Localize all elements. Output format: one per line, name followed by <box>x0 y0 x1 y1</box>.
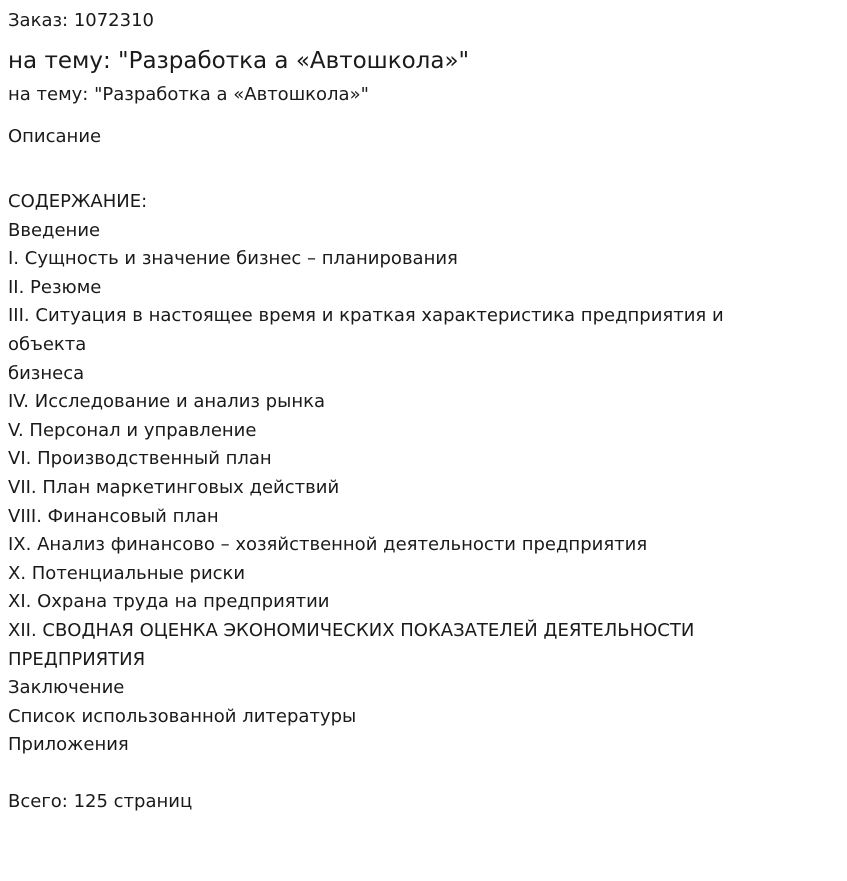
toc-item: бизнеса <box>8 362 85 384</box>
toc-item: III. Ситуация в настоящее время и краткая характеристика предприятия и объекта <box>8 305 724 355</box>
toc-item: Список использованной литературы <box>8 705 357 727</box>
toc-item: XII. СВОДНАЯ ОЦЕНКА ЭКОНОМИЧЕСКИХ ПОКАЗАТЕЛЕЙ ДЕЯТЕЛЬНОСТИ ПРЕДПРИЯТИЯ <box>8 619 695 670</box>
toc-item: X. Потенциальные риски <box>8 562 246 584</box>
total-pages: Всего: 125 страниц <box>8 790 193 812</box>
order-number: Заказ: 1072310 <box>8 10 154 31</box>
toc-item: VII. План маркетинговых действий <box>8 476 340 498</box>
toc-item: IV. Исследование и анализ рынка <box>8 391 325 413</box>
toc-item: I. Сущность и значение бизнес – планирования <box>8 248 458 270</box>
toc-heading: СОДЕРЖАНИЕ: <box>8 191 148 212</box>
toc-item: II. Резюме <box>8 276 102 298</box>
toc-item: VI. Производственный план <box>8 448 272 470</box>
toc-item: VIII. Финансовый план <box>8 505 219 527</box>
table-of-contents <box>8 188 778 760</box>
page-subtitle: на тему: "Разработка а «Автошкола»" <box>8 84 369 105</box>
page-title: на тему: "Разработка а «Автошкола»" <box>8 48 470 74</box>
toc-item: Введение <box>8 219 101 241</box>
toc-item: XI. Охрана труда на предприятии <box>8 591 330 613</box>
toc-item: Приложения <box>8 734 129 756</box>
description-label: Описание <box>8 126 102 147</box>
toc-item: V. Персонал и управление <box>8 419 257 441</box>
toc-item: Заключение <box>8 677 125 699</box>
toc-item: IX. Анализ финансово – хозяйственной деятельности предприятия <box>8 534 648 556</box>
